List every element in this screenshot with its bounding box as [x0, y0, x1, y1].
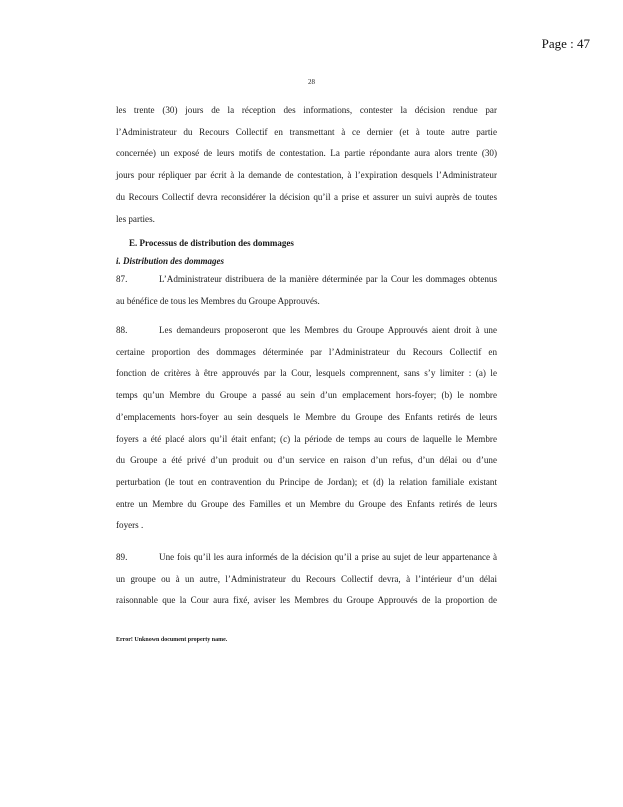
paragraph-89	[116, 547, 497, 612]
paragraph-line: d’emplacements hors-foyer au sein desquels le Membre du Groupe des Enfants retirés de leurs	[116, 411, 497, 422]
paragraph-line: concernée) un exposé de leurs motifs de contestation. La partie répondante aura alors trente (30)	[116, 148, 497, 159]
continued-paragraph	[116, 100, 497, 230]
page-number: 28	[308, 78, 315, 86]
paragraph-line: Une fois qu’il les aura informés de la décision qu’il a prise au sujet de leur appartenance à	[159, 552, 497, 562]
page-label: Page : 47	[541, 36, 590, 51]
paragraph-line: L’Administrateur distribuera de la manière déterminée par la Cour les dommages obtenus	[159, 274, 497, 284]
paragraph-line: certaine proportion des dommages déterminée par l’Administrateur du Recours Collectif en	[116, 346, 497, 357]
paragraph-line: au bénéfice de tous les Membres du Groupe Approuvés.	[116, 295, 320, 306]
paragraph-line: du Recours Collectif devra reconsidérer la décision qu’il a prise et assurer un suivi auprès de toutes	[116, 191, 497, 202]
paragraph-87	[116, 269, 497, 312]
paragraph-line: jours pour répliquer par écrit à la demande de contestation, à l’expiration desquels l’Administrateur	[116, 170, 497, 181]
paragraph-number: 87.	[116, 274, 128, 284]
paragraph-line: l’Administrateur du Recours Collectif en transmettant à ce dernier (et à toute autre partie	[116, 126, 497, 137]
paragraph-line: temps qu’un Membre du Groupe a passé au sein d’un emplacement hors-foyer; (b) le nombre	[116, 390, 497, 401]
paragraph-line: un groupe ou à un autre, l’Administrateur du Recours Collectif devra, à l’intérieur d’un délai	[116, 573, 497, 584]
paragraph-line: raisonnable que la Cour aura fixé, aviser les Membres du Groupe Approuvés de la proportion de	[116, 595, 497, 606]
paragraph-line: du Groupe a été privé d’un produit ou d’un service en raison d’un refus, d’un délai ou d’une	[116, 455, 497, 466]
section-heading: E. Processus de distribution des dommages	[129, 238, 294, 248]
paragraph-line: foyers a été placé alors qu’il était enfant; (c) la période de temps au cours de laquelle le Membre	[116, 433, 497, 444]
paragraph-number: 89.	[116, 552, 128, 562]
paragraph-line: entre un Membre du Groupe des Familles et un Membre du Groupe des Enfants retirés de leurs	[116, 498, 497, 509]
section-subheading: i. Distribution des dommages	[116, 256, 225, 266]
paragraph-line: les parties.	[116, 213, 155, 224]
paragraph-line: perturbation (le tout en contravention du Principe de Jordan); et (d) la relation familiale existant	[116, 476, 497, 487]
footer-error-text: Error! Unknown document property name.	[116, 637, 228, 643]
paragraph-line: foyers .	[116, 520, 144, 531]
paragraph-number: 88.	[116, 325, 128, 335]
paragraph-88	[116, 320, 497, 537]
paragraph-line: les trente (30) jours de la réception des informations, contester la décision rendue par	[116, 105, 497, 115]
paragraph-line: fonction de critères à être approuvés par la Cour, lesquels comprennent, sans s’y limiter : (a) le	[116, 368, 497, 379]
paragraph-line: Les demandeurs proposeront que les Membres du Groupe Approuvés aient droit à une	[159, 325, 497, 335]
